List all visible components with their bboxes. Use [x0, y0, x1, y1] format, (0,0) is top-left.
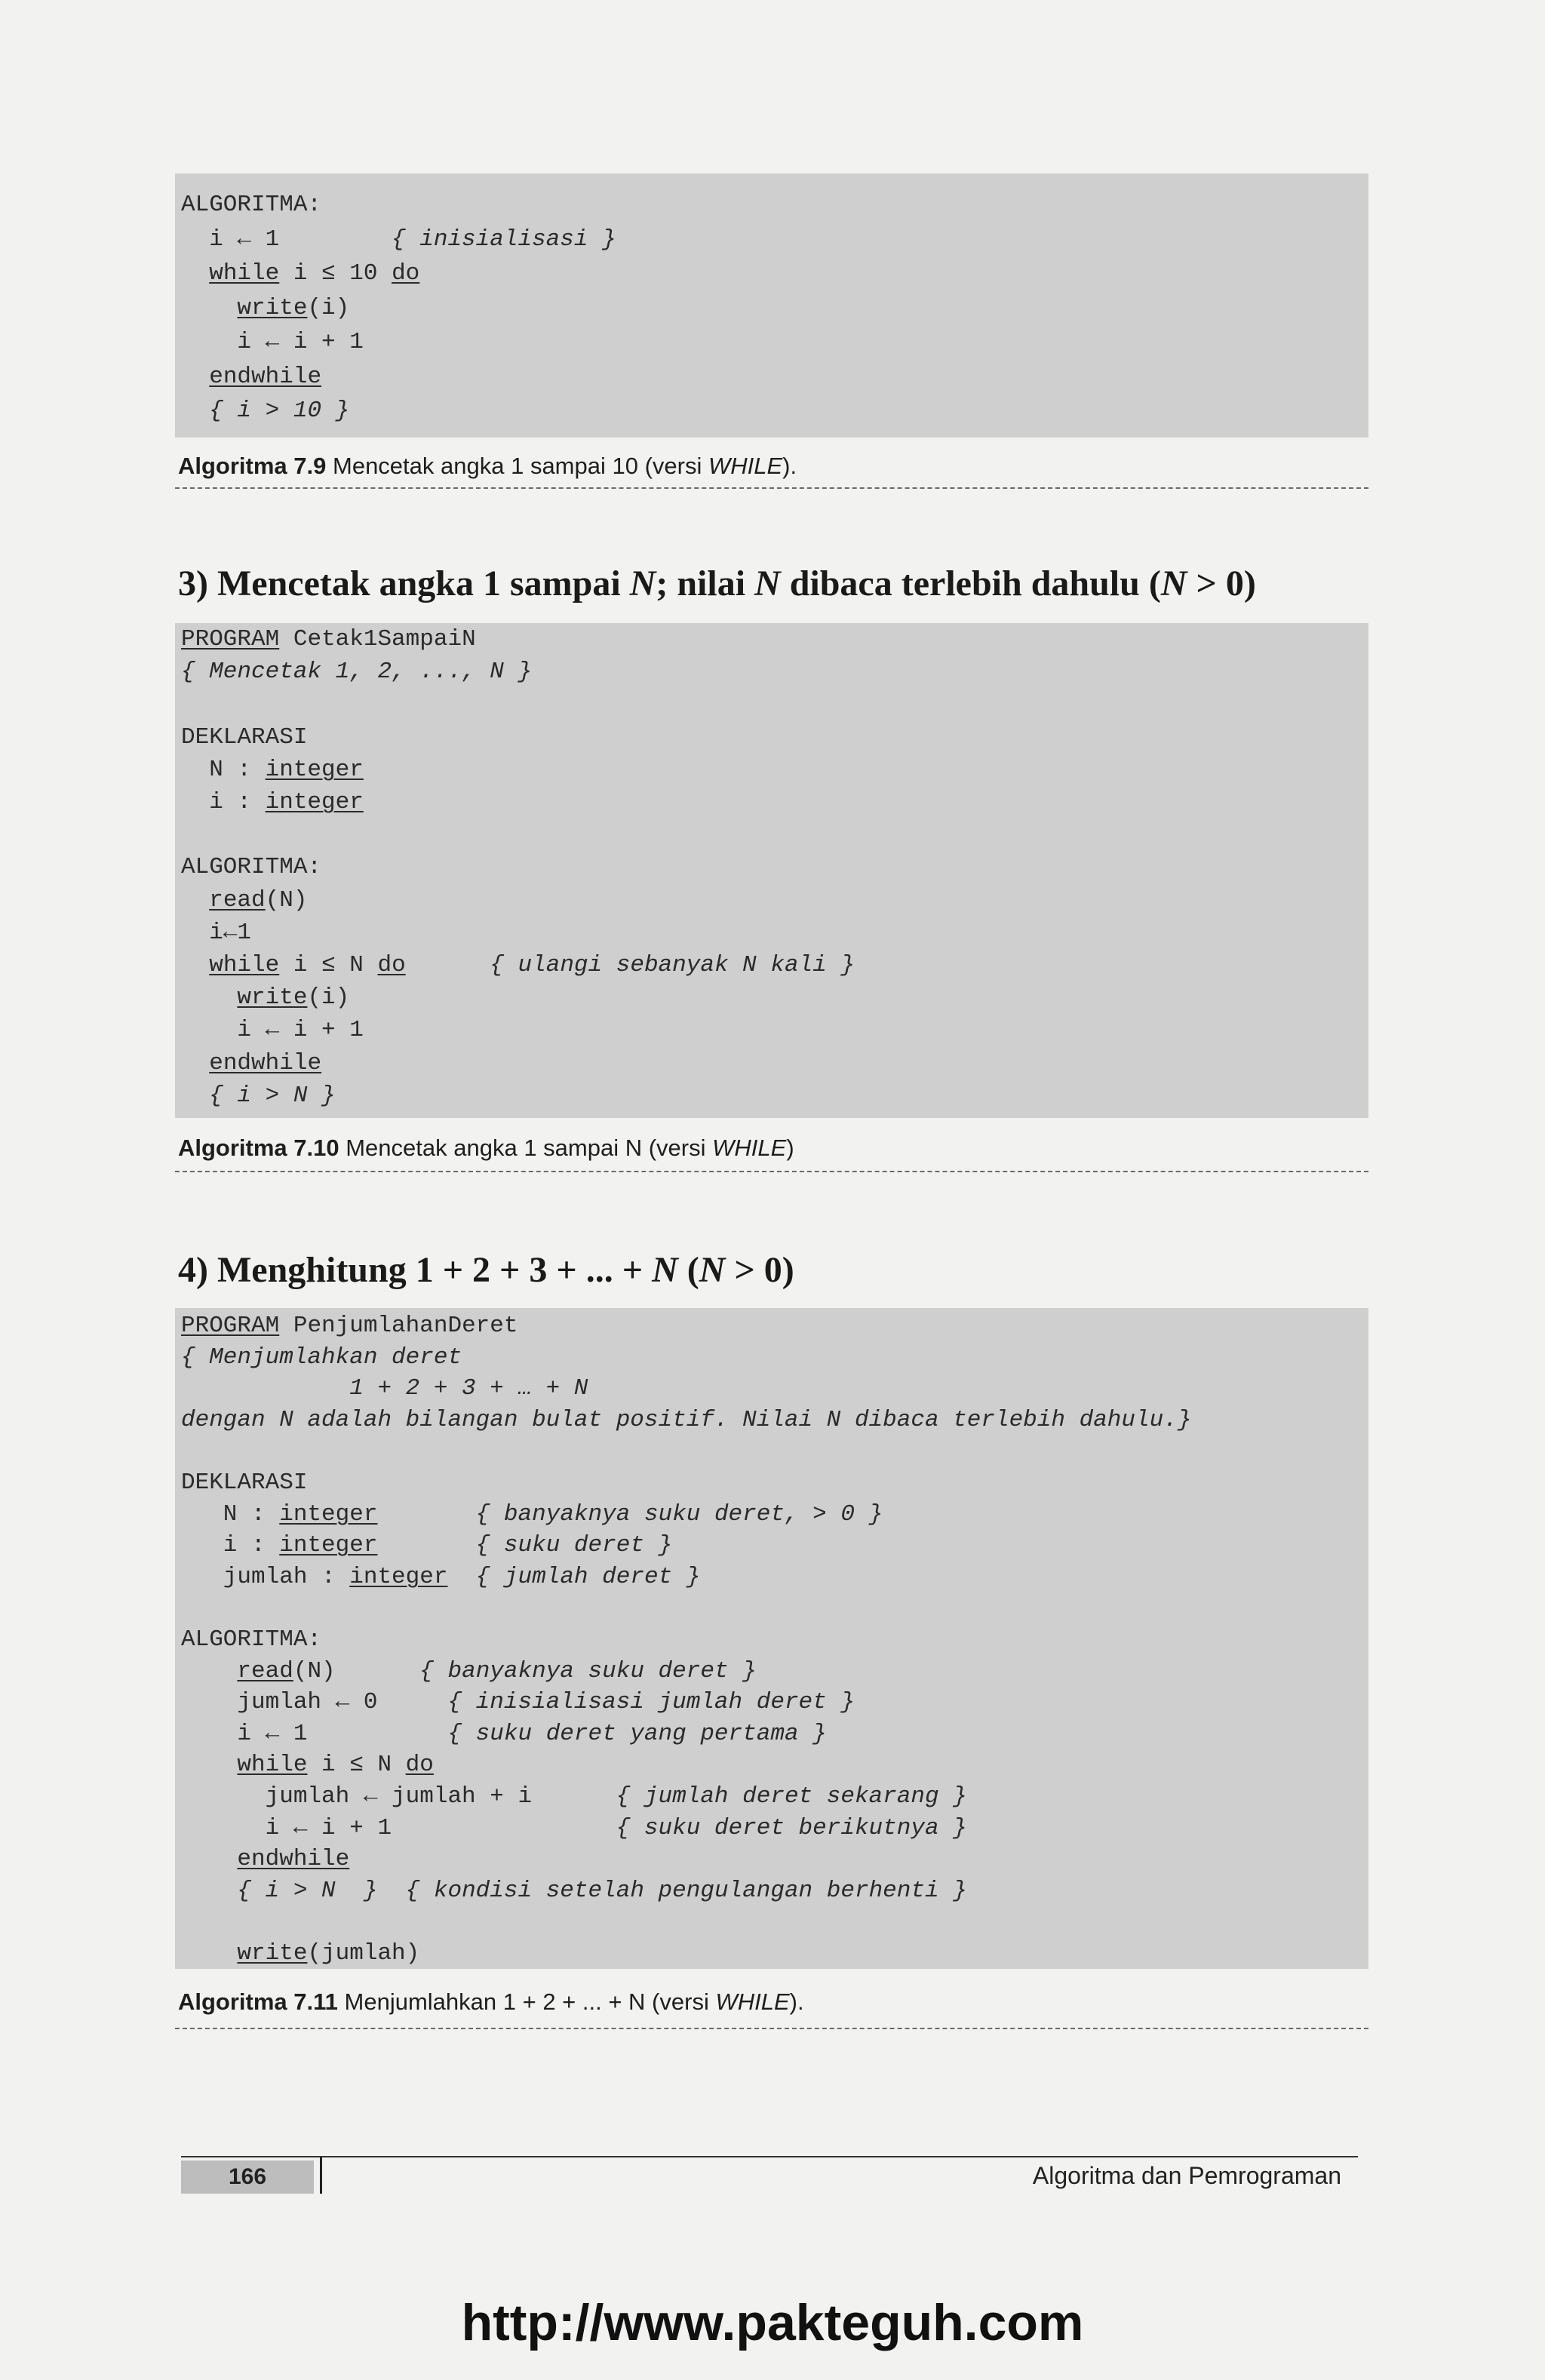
code-text: (i): [307, 984, 350, 1012]
code-keyword: integer: [279, 1532, 378, 1559]
code-comment: { ulangi sebanyak N kali }: [490, 952, 855, 978]
code-comment: { suku deret berikutnya }: [616, 1814, 967, 1841]
code-keyword: read: [237, 1657, 293, 1684]
caption-7-10: Algoritma 7.10 Mencetak angka 1 sampai N (versi WHILE): [178, 1135, 794, 1161]
code-text: i←1: [181, 919, 252, 946]
code-block-7-9: [175, 174, 1368, 438]
code-line: [181, 1658, 757, 1684]
code-text: (N): [293, 1657, 420, 1684]
code-line: [181, 1407, 1191, 1433]
code-line: [181, 364, 321, 390]
code-comment: { Menjumlahkan deret: [181, 1344, 462, 1371]
code-text: PenjumlahanDeret: [279, 1313, 518, 1339]
code-line: [181, 724, 307, 751]
code-comment: { kondisi setelah pengulangan berhenti }: [405, 1877, 967, 1904]
code-comment: { banyaknya suku deret }: [419, 1657, 757, 1684]
code-line: [181, 1846, 349, 1872]
code-text: [377, 1532, 475, 1559]
code-text: (N): [265, 886, 308, 914]
code-line: [181, 1752, 434, 1778]
code-keyword: endwhile: [209, 363, 322, 390]
code-text: [181, 260, 209, 287]
code-text: [181, 1083, 209, 1109]
book-title: Algoritma dan Pemrograman: [1032, 2162, 1341, 2189]
code-keyword: endwhile: [209, 1049, 322, 1076]
code-text: [181, 1878, 237, 1904]
caption-7-9: Algoritma 7.9 Mencetak angka 1 sampai 10 (versi WHILE).: [178, 453, 797, 479]
code-text: i ≤ N: [279, 952, 378, 978]
code-comment: dengan N adalah bilangan bulat positif. Nilai N dibaca terlebih dahulu.}: [181, 1406, 1192, 1433]
code-comment: { jumlah deret sekarang }: [616, 1783, 967, 1810]
code-line: [181, 1532, 672, 1559]
code-comment: { i > N }: [209, 1082, 336, 1109]
code-comment: { jumlah deret }: [475, 1563, 701, 1590]
page-number: 166: [181, 2160, 314, 2194]
code-line: [181, 398, 349, 424]
code-line: [181, 192, 321, 218]
code-keyword: write: [237, 1940, 308, 1967]
code-text: i :: [181, 1532, 280, 1559]
code-line: [181, 920, 251, 946]
code-keyword: while: [237, 1752, 308, 1779]
code-line: [181, 952, 855, 978]
code-text: [181, 1846, 237, 1872]
code-comment: { suku deret }: [475, 1532, 673, 1559]
code-text: ALGORITMA:: [181, 192, 322, 218]
code-comment: { i > N }: [237, 1877, 378, 1904]
code-keyword: do: [377, 952, 406, 978]
code-line: [181, 1815, 967, 1841]
code-text: N :: [181, 756, 266, 783]
code-line: [181, 295, 349, 321]
code-keyword: do: [405, 1752, 434, 1779]
code-line: [181, 1017, 364, 1043]
code-text: jumlah :: [181, 1563, 350, 1590]
code-line: [181, 1313, 518, 1339]
code-keyword: integer: [279, 1500, 378, 1528]
code-text: [181, 1658, 237, 1684]
code-line: [181, 757, 364, 783]
code-line: [181, 854, 321, 880]
code-keyword: write: [237, 984, 308, 1012]
code-line: [181, 1783, 967, 1810]
code-text: (jumlah): [307, 1940, 420, 1967]
code-text: [181, 984, 237, 1011]
code-text: i ≤ N: [307, 1752, 406, 1779]
code-keyword: integer: [265, 789, 364, 815]
code-text: [181, 1050, 209, 1076]
code-text: [377, 1878, 405, 1904]
code-text: ALGORITMA:: [181, 854, 322, 881]
code-line: [181, 226, 616, 253]
watermark-url[interactable]: http://www.pakteguh.com: [461, 2294, 1084, 2351]
code-line: [181, 1689, 855, 1715]
code-text: ALGORITMA:: [181, 1626, 322, 1653]
code-comment: { i > 10 }: [209, 398, 350, 424]
code-line: [181, 1344, 462, 1371]
code-line: [181, 626, 476, 653]
caption-divider: [175, 1171, 1368, 1172]
code-text: DEKLARASI: [181, 1469, 308, 1496]
code-comment: { inisialisasi jumlah deret }: [447, 1689, 855, 1716]
code-keyword: do: [392, 260, 420, 287]
code-text: i ≤ 10: [279, 260, 392, 287]
code-keyword: PROGRAM: [181, 1313, 280, 1339]
code-block-7-11: [175, 1308, 1368, 1969]
code-line: [181, 789, 364, 815]
code-text: i ← 1: [181, 1720, 448, 1747]
code-text: jumlah ← 0: [181, 1689, 448, 1716]
footer-rule: [181, 2156, 1358, 2157]
code-comment: 1 + 2 + 3 + … + N: [181, 1375, 588, 1402]
code-line: [181, 659, 532, 685]
code-text: DEKLARASI: [181, 723, 308, 751]
code-keyword: PROGRAM: [181, 626, 280, 653]
code-block-7-10: [175, 623, 1368, 1118]
code-comment: { banyaknya suku deret, > 0 }: [475, 1500, 883, 1528]
code-line: [181, 260, 419, 287]
code-text: [181, 295, 237, 321]
code-text: [181, 887, 209, 914]
code-line: [181, 1501, 883, 1528]
code-text: i ← i + 1: [181, 329, 364, 355]
code-comment: { Mencetak 1, 2, ..., N }: [181, 659, 533, 686]
code-line: [181, 329, 364, 355]
code-keyword: write: [237, 294, 308, 321]
code-comment: { suku deret yang pertama }: [447, 1720, 827, 1747]
code-text: i ← i + 1: [181, 1017, 364, 1044]
code-line: [181, 1940, 419, 1967]
code-comment: { inisialisasi }: [392, 226, 616, 253]
code-text: [377, 1501, 475, 1528]
code-keyword: integer: [349, 1563, 448, 1590]
code-line: [181, 887, 307, 914]
code-text: [181, 952, 209, 978]
code-line: [181, 984, 349, 1011]
code-keyword: while: [209, 260, 280, 287]
code-text: i ← 1: [181, 226, 392, 253]
code-keyword: read: [209, 886, 266, 914]
code-line: [181, 1878, 967, 1904]
code-line: [181, 1626, 321, 1653]
section-heading-3: 3) Mencetak angka 1 sampai N; nilai N dibaca terlebih dahulu (N > 0): [178, 564, 1256, 603]
code-keyword: integer: [265, 756, 364, 783]
caption-7-11: Algoritma 7.11 Menjumlahkan 1 + 2 + ... + N (versi WHILE).: [178, 1988, 804, 2015]
code-line: [181, 1469, 307, 1496]
code-keyword: while: [209, 952, 280, 978]
code-text: [181, 1940, 237, 1967]
code-text: jumlah ← jumlah + i: [181, 1783, 616, 1810]
code-text: [181, 1752, 237, 1778]
code-text: Cetak1SampaiN: [279, 626, 476, 653]
code-line: [181, 1721, 827, 1747]
page-number-separator: [320, 2157, 322, 2194]
code-text: N :: [181, 1500, 280, 1528]
caption-divider: [175, 487, 1368, 489]
code-line: [181, 1375, 588, 1402]
code-line: [181, 1050, 321, 1076]
code-text: (i): [307, 294, 350, 321]
code-line: [181, 1083, 336, 1109]
caption-divider: [175, 2028, 1368, 2029]
code-text: i ← i + 1: [181, 1814, 616, 1841]
code-text: [406, 952, 490, 978]
code-line: [181, 1564, 700, 1590]
section-heading-4: 4) Menghitung 1 + 2 + 3 + ... + N (N > 0): [178, 1250, 794, 1290]
code-text: [181, 398, 209, 424]
code-text: [447, 1564, 475, 1590]
code-text: i :: [181, 789, 266, 815]
code-text: [181, 364, 209, 390]
code-keyword: endwhile: [237, 1846, 350, 1873]
